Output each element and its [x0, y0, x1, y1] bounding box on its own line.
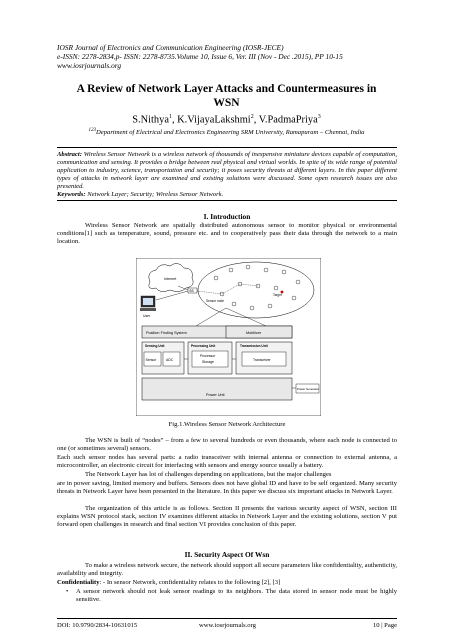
- confidentiality-label: Confidentiality: [57, 579, 100, 586]
- section-2-heading: II. Security Aspect Of Wsn: [184, 550, 270, 559]
- sensor-node-dot: [229, 268, 233, 272]
- security-paragraph-1: To make a wireless network secure, the network should support all secure parameters like confidentiality, authenticity, availability and integrity.: [57, 562, 397, 577]
- affiliation-sup: 123: [88, 128, 97, 133]
- affiliation: [50, 128, 403, 136]
- sensor-node-dot: [268, 304, 272, 308]
- abstract-text: Wireless Sensor Network is a wireless network of thousands of inexpensive miniature devices capable of computation, communication and sensing. It provides a bridge between real physical and virtual worlds. In spite of its wide range of potential application to industry, science, transportation and security; it poses security threats at different layers. In this paper different types of attacks in network layer are examined and existing solutions were discussed. Some open research issues are also presented.: [57, 151, 397, 190]
- label-sensor: Sensor: [145, 358, 157, 362]
- sensor-node-dot: [292, 296, 296, 300]
- footer-site: www.iosrjournals.org: [199, 622, 256, 629]
- target-marker: [281, 291, 284, 294]
- label-power-unit: Power Unit: [206, 393, 225, 397]
- author-1: S.Nithya: [132, 114, 169, 126]
- journal-issn: e-ISSN: 2278-2834,p- ISSN: 2278-8735.Volume 10, Issue 6, Ver. III (Nov - Dec .2015), PP 10-15: [57, 52, 343, 61]
- body-paragraph-4b: are in power saving, limited memory and buffers. Sensors does not have global ID and have to be self organized. Many security threats in Network Layer have been presented in the literature. In this paper we discuss six important attacks in Network Layer.: [57, 480, 397, 495]
- confidentiality-text: : - In sensor Network, confidentiality relates to the following [2], [3]: [99, 579, 281, 586]
- journal-header: [57, 43, 407, 70]
- affiliation-text: Department of Electrical and Electronics Engineering SRM University, Ramapuram – Chennai, India: [96, 129, 365, 137]
- label-position-finding: Position Finding System: [146, 331, 187, 335]
- label-transmission-unit: Transmission Unit: [240, 344, 268, 348]
- label-internet: Internet: [164, 277, 177, 281]
- sensor-node-dot: [246, 265, 250, 269]
- abstract-paragraph: [57, 151, 397, 191]
- title-line-2: WSN: [213, 97, 240, 109]
- body-paragraph-2: The WSN is built of “nodes” – from a few to several hundreds or even thousands, where each node is connected to one (or sometimes several) sensors.: [57, 437, 397, 452]
- author-2: K.VijayaLakshmi: [177, 114, 251, 126]
- sensor-field: [198, 262, 314, 318]
- intro-paragraph-1: Wireless Sensor Network are spatially distributed autonomous sensor to monitor physical or environmental conditions[1] such as temperature, sound, pressure etc. and to cooperatively pass their data through the network to a main location.: [57, 222, 397, 245]
- bullet-icon: •: [66, 588, 69, 595]
- footer-page: 10 | Page: [372, 622, 397, 629]
- confidentiality-line: [57, 579, 397, 587]
- sensor-node-dot: [296, 280, 300, 284]
- label-mobilizer: Mobilizer: [246, 331, 262, 335]
- keywords-line: [57, 191, 397, 199]
- sensor-node-dot: [214, 276, 218, 280]
- label-power-generator: Power Generator: [297, 387, 320, 391]
- sensor-node-dot: [250, 306, 254, 310]
- sensor-node-dot: [264, 268, 268, 272]
- sensor-node-dot: [232, 302, 236, 306]
- user-keyboard: [140, 308, 156, 311]
- body-paragraph-4a: The Network Layer has lot of challenges depending on applications, but the major challenges: [85, 471, 332, 478]
- paper-title: [40, 82, 413, 110]
- abstract-box: [57, 147, 397, 201]
- label-bs: BS: [189, 289, 194, 293]
- label-sensing-unit: Sensing Unit: [145, 344, 165, 348]
- abstract-label: Abstract:: [57, 151, 82, 158]
- sensor-node-dot: [282, 270, 286, 274]
- wsn-architecture-figure: [136, 258, 321, 416]
- author-3-sup: 3: [317, 114, 321, 120]
- keywords-label: Keywords:: [57, 190, 86, 198]
- sensor-node-dot: [274, 286, 278, 290]
- body-paragraph-5: The organization of this article is as follows. Section II presents the various security aspect of WSN, section III explains WSN protocol stack, section IV examines different attacks in Network Layer and the existing solutions, section V put forward open challenges in research and final section VI provides conclusion of this paper.: [57, 505, 397, 528]
- author-3: V.PadmaPriya: [258, 114, 318, 126]
- label-processing-unit: Processing Unit: [191, 344, 216, 348]
- title-line-1: A Review of Network Layer Attacks and Countermeasures in: [76, 83, 377, 95]
- body-paragraph-3: Each such sensor nodes has several parts: a radio transceiver with internal antenna or connection to external antenna, a microcontroller, an electronic circuit for interfacing with sensors and energy source usually a battery.: [57, 454, 397, 469]
- journal-url: www.iosrjournals.org: [57, 61, 122, 70]
- footer-doi: DOI: 10.9790/2834-10631015: [57, 622, 138, 629]
- page-footer: [57, 618, 397, 629]
- figure-caption: Fig.1.Wireless Sensor Network Architecture: [168, 421, 286, 428]
- label-adc: ADC: [166, 358, 174, 362]
- bullet-text-1: A sensor network should not leak sensor readings to its neighbors. The data stored in sensor node must be highly sensitive.: [76, 588, 397, 603]
- author-list: S.Nithya$^1$, K.VijayaLakshmi$^2$, V.PadmaPriya$^3$: [132, 114, 321, 126]
- keywords-text: Network Layer; Security; Wireless Sensor Network.: [87, 190, 224, 198]
- section-1-heading: I. Introduction: [203, 212, 251, 221]
- author-2-sup: 2: [250, 114, 254, 120]
- user-screen: [143, 298, 153, 305]
- label-storage: Storage: [202, 360, 214, 364]
- label-sensor-node: Sensor node: [206, 299, 225, 303]
- author-1-sup: 1: [168, 114, 172, 120]
- label-transceiver: Transceiver: [253, 358, 271, 362]
- label-processor: Processor: [200, 354, 216, 358]
- journal-name: IOSR Journal of Electronics and Communication Engineering (IOSR-JECE): [57, 43, 284, 52]
- label-target: Target: [273, 293, 282, 297]
- label-user: User: [143, 314, 151, 318]
